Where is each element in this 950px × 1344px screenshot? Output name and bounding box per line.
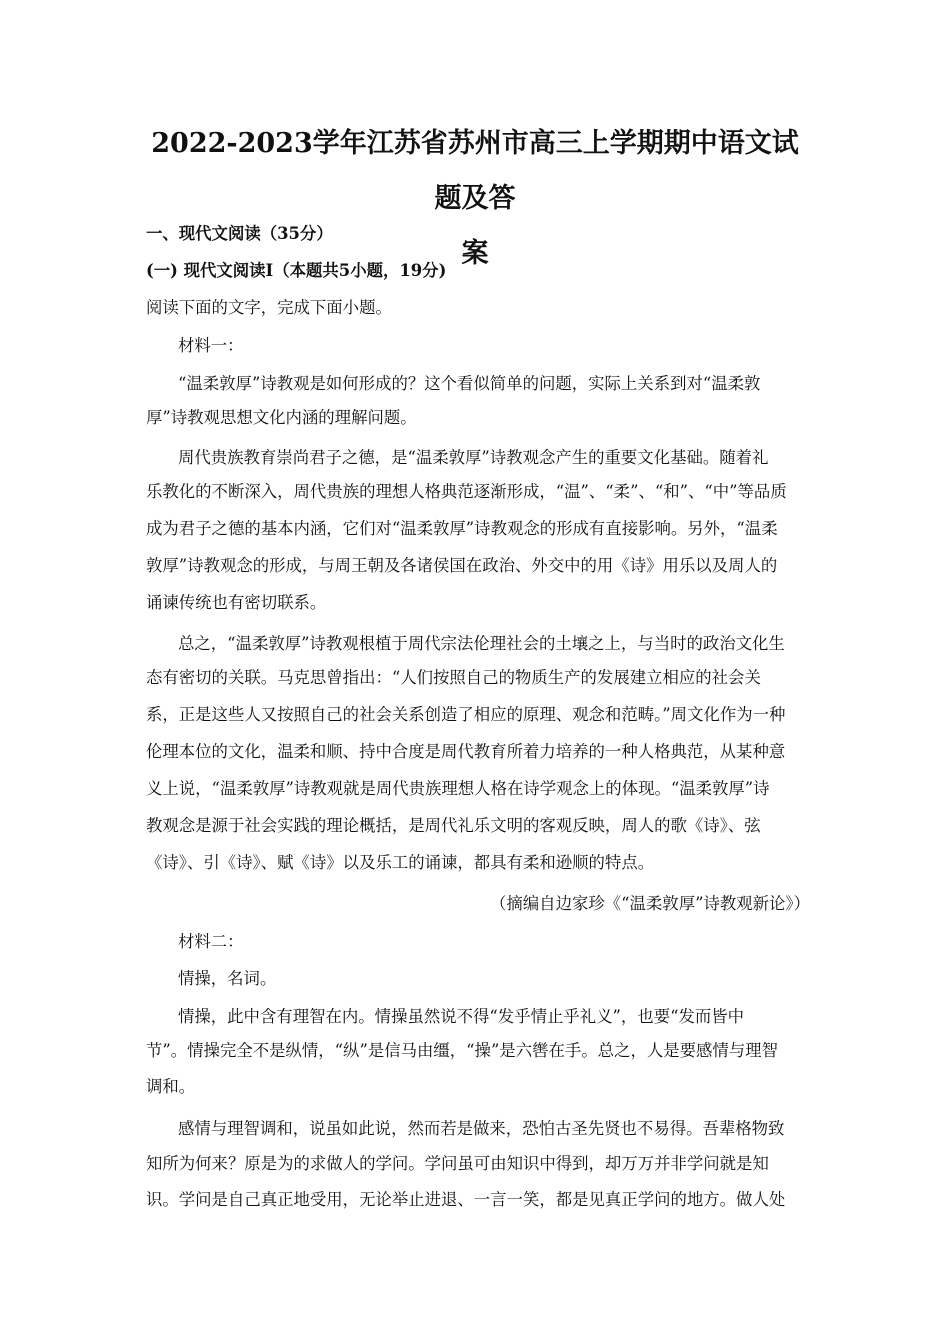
m1-p2-line: 乐教化的不断深入，周代贵族的理想人格典范逐渐形成，“温”、“柔”、“和”、“中”等品质 (146, 482, 787, 501)
m1-p3-line: 伦理本位的文化，温柔和顺、持中合度是周代教育所着力培养的一种人格典范，从某种意 (146, 742, 786, 761)
material-2-label: 材料二： (178, 932, 244, 951)
title-line-1: 2022-2023学年江苏省苏州市高三上学期期中语文试题及答 (151, 128, 799, 214)
m1-p2-line: 成为君子之德的基本内涵，它们对“温柔敦厚”诗教观念的形成有直接影响。另外，“温柔 (146, 519, 778, 538)
m1-p3-line: 态有密切的关联。马克思曾指出：“人们按照自己的物质生产的发展建立相应的社会关 (146, 668, 761, 687)
m2-p1-line: 情操，名词。 (178, 969, 277, 988)
document-title (140, 116, 810, 281)
m1-p3-line: 教观念是源于社会实践的理论概括，是周代礼乐文明的客观反映，周人的歌《诗》、弦 (146, 816, 761, 835)
section-heading: 一、现代文阅读（35分） (146, 224, 333, 243)
m2-p2-line: 节”。情操完全不是纵情，“纵”是信马由缰，“操”是六辔在手。总之，人是要感情与理智 (146, 1041, 778, 1060)
m1-p3-line: 义上说，“温柔敦厚”诗教观就是周代贵族理想人格在诗学观念上的体现。“温柔敦厚”诗 (146, 779, 770, 798)
m1-p1-line: “温柔敦厚”诗教观是如何形成的？这个看似简单的问题，实际上关系到对“温柔敦 (178, 374, 761, 393)
m1-p3-line: 系，正是这些人又按照自己的社会关系创造了相应的原理、观念和范畴。”周文化作为一种 (146, 705, 786, 724)
subsection-heading: (一) 现代文阅读Ⅰ（本题共5小题，19分) (146, 261, 447, 280)
m2-p2-line: 调和。 (146, 1077, 196, 1096)
m2-p3-line: 知所为何来？原是为的求做人的学问。学问虽可由知识中得到，却万万并非学问就是知 (146, 1154, 769, 1173)
title-line-2: 案 (461, 238, 489, 269)
m1-p1-line: 厚”诗教观思想文化内涵的理解问题。 (146, 408, 417, 427)
m2-p3-line: 识。学问是自己真正地受用，无论举止进退、一言一笑，都是见真正学问的地方。做人处 (146, 1190, 786, 1209)
m1-p2-line: 敦厚”诗教观念的形成，与周王朝及各诸侯国在政治、外交中的用《诗》用乐以及周人的 (146, 556, 778, 575)
m1-p3-line: 《诗》、引《诗》、赋《诗》以及乐工的诵谏，都具有柔和逊顺的特点。 (146, 853, 655, 872)
m2-p2-line: 情操，此中含有理智在内。情操虽然说不得“发乎情止乎礼义”，也要“发而皆中 (178, 1007, 745, 1026)
m1-p2-line: 诵谏传统也有密切联系。 (146, 593, 327, 612)
material-1-label: 材料一： (178, 336, 244, 355)
material-1-source: （摘编自边家珍《“温柔敦厚”诗教观新论》） (490, 894, 810, 913)
instruction-text: 阅读下面的文字，完成下面小题。 (146, 298, 392, 317)
m1-p2-line: 周代贵族教育崇尚君子之德，是“温柔敦厚”诗教观念产生的重要文化基础。随着礼 (178, 448, 769, 467)
m1-p3-line: 总之，“温柔敦厚”诗教观根植于周代宗法伦理社会的土壤之上，与当时的政治文化生 (178, 634, 785, 653)
m2-p3-line: 感情与理智调和，说虽如此说，然而若是做来，恐怕古圣先贤也不易得。吾辈格物致 (178, 1119, 785, 1138)
